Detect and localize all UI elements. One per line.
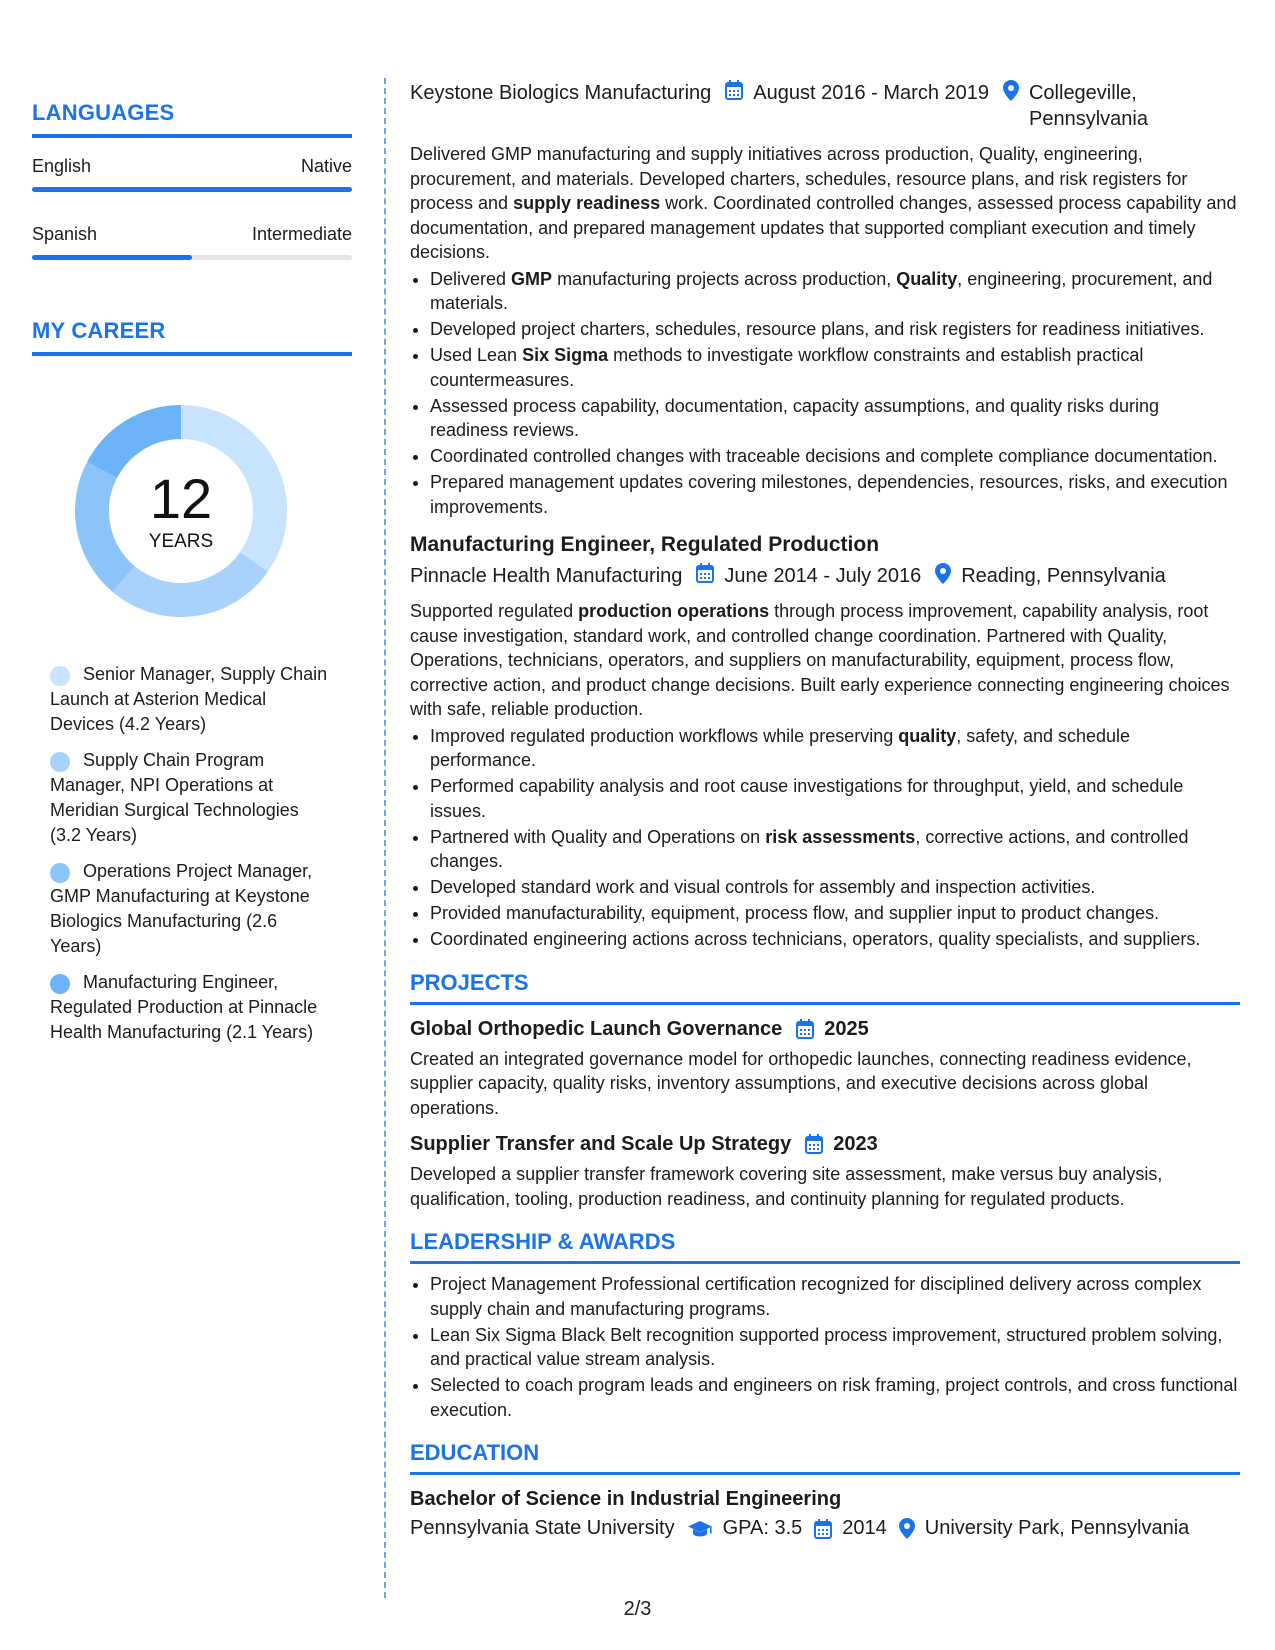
calendar-icon: [805, 1134, 823, 1154]
bullet-item: • Provided manufacturability, equipment, process flow, and supplier input to product changes.: [430, 901, 1240, 926]
bullet-item: • Used Lean Six Sigma methods to investigate workflow constraints and establish practical countermeasures.: [430, 343, 1240, 392]
education-meta: [410, 1517, 1240, 1540]
bullet-item: • Delivered GMP manufacturing projects across production, Quality, engineering, procurement, and materials.: [430, 267, 1240, 316]
career-legend: [32, 662, 352, 1045]
project-item: [410, 1015, 1240, 1121]
bullet-item: • Developed standard work and visual controls for assembly and inspection activities.: [430, 875, 1240, 900]
job-location: Reading, Pennsylvania: [961, 565, 1166, 587]
location-pin-icon: [1003, 80, 1019, 101]
project-name: Global Orthopedic Launch Governance: [410, 1017, 783, 1040]
languages-heading: LANGUAGES: [32, 100, 352, 138]
right-column: [410, 80, 1240, 1540]
bullet-item: • Performed capability analysis and root cause investigations for throughput, yield, and schedule issues.: [430, 774, 1240, 823]
award-item: • Lean Six Sigma Black Belt recognition supported process improvement, structured problem solving, and practical value stream analysis.: [430, 1323, 1240, 1372]
language-level-fill: [32, 255, 192, 260]
degree-title: Bachelor of Science in Industrial Engineering: [410, 1488, 842, 1510]
legend-dot: [50, 863, 70, 883]
calendar-icon: [725, 80, 743, 100]
job-title: Manufacturing Engineer, Regulated Production: [410, 533, 880, 556]
language-english: [32, 156, 352, 192]
career-total-years: 12: [149, 467, 213, 530]
projects-heading: PROJECTS: [410, 970, 1240, 1005]
bullet-item: • Coordinated engineering actions across technicians, operators, quality specialists, and suppliers.: [430, 927, 1240, 952]
job-bullets: [410, 724, 1240, 952]
job-meta: [410, 80, 1240, 132]
bullet-item: • Prepared management updates covering milestones, dependencies, resources, risks, and execution improvements.: [430, 470, 1240, 519]
graduation-year: 2014: [842, 1517, 887, 1539]
language-name: Spanish: [32, 224, 98, 244]
location-pin-icon: [935, 563, 951, 584]
award-item: • Selected to coach program leads and engineers on risk framing, project controls, and cross functional execution.: [430, 1373, 1240, 1422]
school-name: Pennsylvania State University: [410, 1517, 675, 1539]
job-company: Pinnacle Health Manufacturing: [410, 565, 683, 587]
legend-dot: [50, 974, 70, 994]
job-dates: August 2016 - March 2019: [753, 82, 989, 104]
project-year: 2025: [824, 1017, 869, 1040]
column-divider: [384, 78, 386, 1598]
bullet-item: • Developed project charters, schedules, resource plans, and risk registers for readiness initiatives.: [430, 317, 1240, 342]
project-description: Created an integrated governance model for orthopedic launches, connecting readiness evidence, supplier capacity, quality risks, inventory assumptions, and executive decisions across global operations.: [410, 1048, 1192, 1118]
awards-heading: LEADERSHIP & AWARDS: [410, 1229, 1240, 1264]
project-name: Supplier Transfer and Scale Up Strategy: [410, 1133, 792, 1155]
language-level-fill: [32, 187, 352, 192]
left-column: [32, 100, 352, 1056]
page-number: 2/3: [623, 1598, 652, 1620]
job-location: Collegeville, Pennsylvania: [1028, 82, 1148, 130]
job-dates: June 2014 - July 2016: [724, 565, 922, 587]
bullet-item: • Partnered with Quality and Operations on risk assessments, corrective actions, and controlled changes.: [430, 825, 1240, 874]
language-spanish: [32, 224, 352, 260]
graduation-cap-icon: [687, 1520, 713, 1538]
bullet-item: • Assessed process capability, documentation, capacity assumptions, and quality risks during readiness reviews.: [430, 394, 1240, 443]
calendar-icon: [796, 1019, 814, 1039]
career-legend-item: Supply Chain Program Manager, NPI Operations at Meridian Surgical Technologies (3.2 Years): [50, 750, 299, 845]
job-summary: Delivered GMP manufacturing and supply initiatives across production, Quality, engineering, procurement, and materials. Developed charters, schedules, resource plans, and risk registers for process and supply readiness work. Coordinated controlled changes, assessed process capability and documentation, and prepared management updates that supported compliant execution and timely decisions.: [410, 144, 1237, 262]
awards-list: [410, 1272, 1240, 1422]
calendar-icon: [814, 1519, 832, 1539]
career-donut-chart: [66, 396, 296, 626]
bullet-item: • Coordinated controlled changes with traceable decisions and complete compliance documentation.: [430, 444, 1240, 469]
award-item: • Project Management Professional certification recognized for disciplined delivery across complex supply chain and manufacturing programs.: [430, 1272, 1240, 1321]
project-item: [410, 1130, 1240, 1211]
calendar-icon: [696, 563, 714, 583]
location-pin-icon: [899, 1518, 915, 1539]
language-level: Native: [300, 156, 352, 176]
language-level: Intermediate: [251, 224, 352, 244]
bullet-item: • Improved regulated production workflows while preserving quality, safety, and schedule performance.: [430, 724, 1240, 773]
career-legend-item: Senior Manager, Supply Chain Launch at Asterion Medical Devices (4.2 Years): [50, 664, 328, 734]
school-location: University Park, Pennsylvania: [924, 1517, 1190, 1539]
project-year: 2023: [833, 1133, 878, 1155]
career-heading: MY CAREER: [32, 318, 352, 356]
job-company: Keystone Biologics Manufacturing: [410, 82, 712, 104]
career-years-label: YEARS: [148, 531, 214, 552]
language-level-bar: [32, 255, 352, 260]
career-legend-item: Operations Project Manager, GMP Manufacturing at Keystone Biologics Manufacturing (2.6 Years): [50, 861, 313, 956]
legend-dot: [50, 666, 70, 686]
job-bullets: [410, 267, 1240, 520]
job-meta: [410, 563, 1240, 589]
project-description: Developed a supplier transfer framework covering site assessment, make versus buy analysis, qualification, tooling, production readiness, and continuity planning for regulated products.: [410, 1164, 1163, 1209]
education-heading: EDUCATION: [410, 1440, 1240, 1475]
gpa: GPA: 3.5: [722, 1517, 803, 1539]
legend-dot: [50, 752, 70, 772]
language-level-bar: [32, 187, 352, 192]
career-legend-item: Manufacturing Engineer, Regulated Production at Pinnacle Health Manufacturing (2.1 Years): [50, 972, 318, 1042]
job-summary: Supported regulated production operations through process improvement, capability analysis, root cause investigation, standard work, and controlled change coordination. Partnered with Quality, Operations, technicians, operators, and suppliers on manufacturability, equipment, process flow, corrective action, and product change decisions. Built early experience connecting engineering choices with safe, reliable production.: [410, 601, 1230, 719]
language-name: English: [32, 156, 92, 176]
